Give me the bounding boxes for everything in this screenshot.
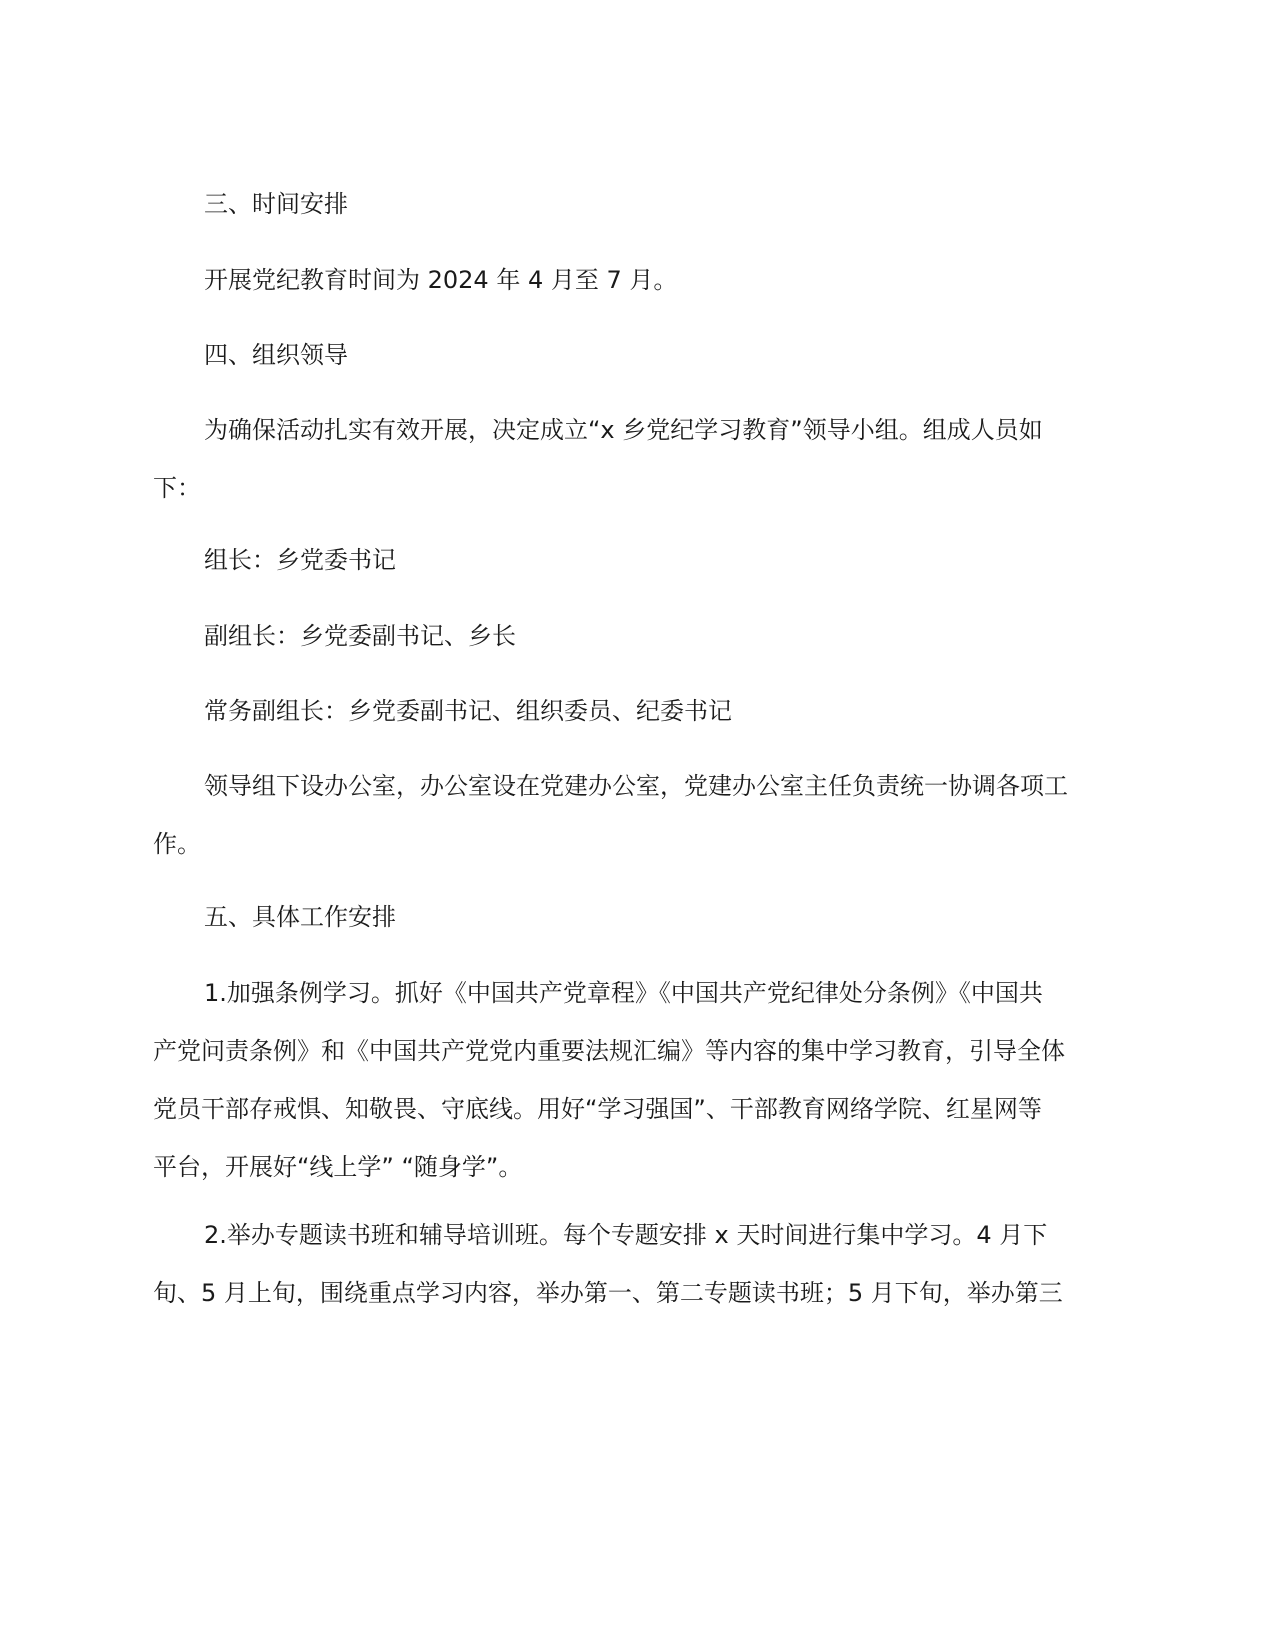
paragraph-text: 开展党纪教育时间为 2024 年 4 月至 7 月。	[204, 266, 678, 294]
work-item-1-paragraph	[153, 964, 1108, 1196]
paragraph-line: 2.举办专题读书班和辅导培训班。每个专题安排 x 天时间进行集中学习。4 月下	[204, 1221, 1048, 1249]
heading-text: 五、具体工作安排	[204, 903, 396, 931]
paragraph-text: 副组长：乡党委副书记、乡长	[204, 622, 516, 650]
organization-intro-paragraph	[153, 401, 1108, 517]
section-heading-time	[153, 175, 1108, 233]
paragraph-line: 党员干部存戒惧、知敬畏、守底线。用好“学习强国”、干部教育网络学院、红星网等	[153, 1095, 1042, 1123]
paragraph-text: 常务副组长：乡党委副书记、组织委员、纪委书记	[204, 697, 732, 725]
paragraph-line: 下：	[153, 474, 201, 502]
paragraph-line: 产党问责条例》和《中国共产党党内重要法规汇编》等内容的集中学习教育，引导全体	[153, 1037, 1065, 1065]
leader-paragraph	[153, 531, 1108, 589]
section-heading-organization	[153, 326, 1108, 384]
paragraph-line: 平台，开展好“线上学” “随身学”。	[153, 1153, 523, 1181]
deputy-leader-paragraph	[153, 607, 1108, 665]
paragraph-line: 旬、5 月上旬，围绕重点学习内容，举办第一、第二专题读书班；5 月下旬，举办第三	[153, 1279, 1063, 1307]
heading-text: 四、组织领导	[204, 341, 348, 369]
paragraph-line: 1.加强条例学习。抓好《中国共产党章程》《中国共产党纪律处分条例》《中国共	[204, 979, 1043, 1007]
work-item-2-paragraph	[153, 1206, 1108, 1322]
paragraph-line: 领导组下设办公室，办公室设在党建办公室，党建办公室主任负责统一协调各项工	[204, 772, 1068, 800]
heading-text: 三、时间安排	[204, 190, 348, 218]
office-paragraph	[153, 757, 1108, 873]
time-paragraph	[153, 251, 1108, 309]
paragraph-text: 组长：乡党委书记	[204, 546, 396, 574]
executive-deputy-paragraph	[153, 682, 1108, 740]
paragraph-line: 作。	[153, 830, 201, 858]
paragraph-line: 为确保活动扎实有效开展，决定成立“x 乡党纪学习教育”领导小组。组成人员如	[204, 416, 1043, 444]
section-heading-work-plan	[153, 888, 1108, 946]
